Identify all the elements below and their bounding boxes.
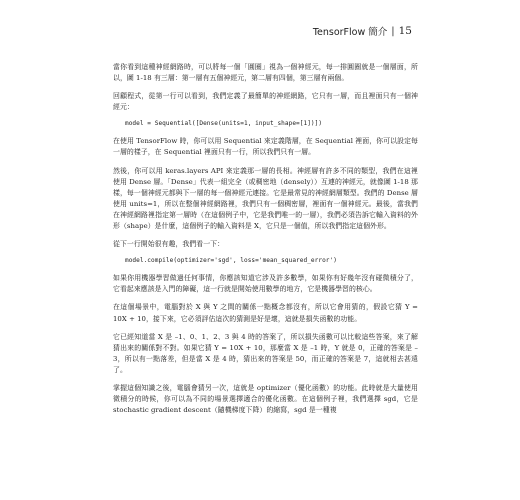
paragraph: 然後，你可以用 keras.layers API 來定義那一層的長相。神經層有許多不同的類型，我們在這裡使用 Dense 層。「Dense」代表一組完全（或稠密地（densely））互連的神經元，就像圖 1-18 那樣，每一個神經元都與下一層的每一個神經元連接。它是最常見的神經網層類型。我們的 Dense 層使用 units=1，所以在整個神經網路裡，我們只有一個稠密層，裡面有一個神經元。最後，當我們在神經網路裡指定第一層時（在這個例子中，它是我們唯一的一層），我們必須告訴它輸入資料的外形（shape）是什麼，這個例子的輸入資料是 X，它只是一個值，所以我們指定這個外形。	[113, 166, 418, 231]
paragraph: 在使用 TensorFlow 時，你可以用 Sequential 來定義階層，在 Sequential 裡面，你可以設定每一層的樣子，在 Sequential 裡面只有一行，所以我們只有一層。	[113, 137, 418, 157]
body-text	[113, 62, 418, 423]
paragraph: 從下一行開始很有趣，我們看一下：	[113, 240, 225, 249]
paragraph: 回顧程式，從第一行可以看到，我們定義了最簡單的神經網路，它只有一層，而且裡面只有一個神經元：	[113, 92, 418, 112]
code-block: model = Sequential([Dense(units=1, input_shape=[1])])	[125, 120, 323, 128]
paragraph: 當你看到這種神經網路時，可以將每一個「圓圈」視為一個神經元，每一排圓圈就是一個層面，所以，圖 1-18 有三層：第一層有五個神經元，第二層有四個，第三層有兩個。	[113, 63, 418, 83]
paragraph: 掌握這個知識之後，電腦會猜另一次，這就是 optimizer（優化函數）的功能。此時就是大量使用微積分的時候，你可以為不同的場景選擇適合的優化函數。在這個例子裡，我們選擇 sgd，它是 stochastic gradient descent（隨機梯度下降）的縮寫，sgd 是一種複	[113, 383, 418, 415]
paragraph: 在這個場景中，電腦對於 X 與 Y 之間的關係一點概念都沒有，所以它會用猜的，假設它猜 Y = 10X + 10，接下來，它必須評估這次的猜測是好是壞，這就是損失函數的功能。	[113, 303, 418, 323]
code-block: model.compile(optimizer='sgd', loss='mean_squared_error')	[125, 257, 337, 265]
running-title: TensorFlow 簡介	[312, 27, 388, 38]
paragraph: 如果你用機器學習做過任何事情，你應該知道它涉及許多數學，如果你有好幾年沒有碰微積分了，它看起來應該是入門的障礙，這一行就是開始使用數學的地方，它是機器學習的核心。	[113, 274, 418, 294]
page-header	[313, 24, 412, 38]
page-number: 15	[398, 25, 412, 37]
header-separator: |	[391, 25, 395, 37]
paragraph: 它已經知道當 X 是 –1、0、1、2、3 與 4 時的答案了，所以損失函數可以比較這些答案，來了解猜出來的關係對不對。如果它猜 Y = 10X + 10，那麼當 X 是 –1 時，Y 就是 0，正確的答案是 –3，所以有一點落差，但是當 X 是 4 時，猜出來的答案是 50，而正確的答案是 7，這就相去甚遠了。	[113, 332, 418, 374]
